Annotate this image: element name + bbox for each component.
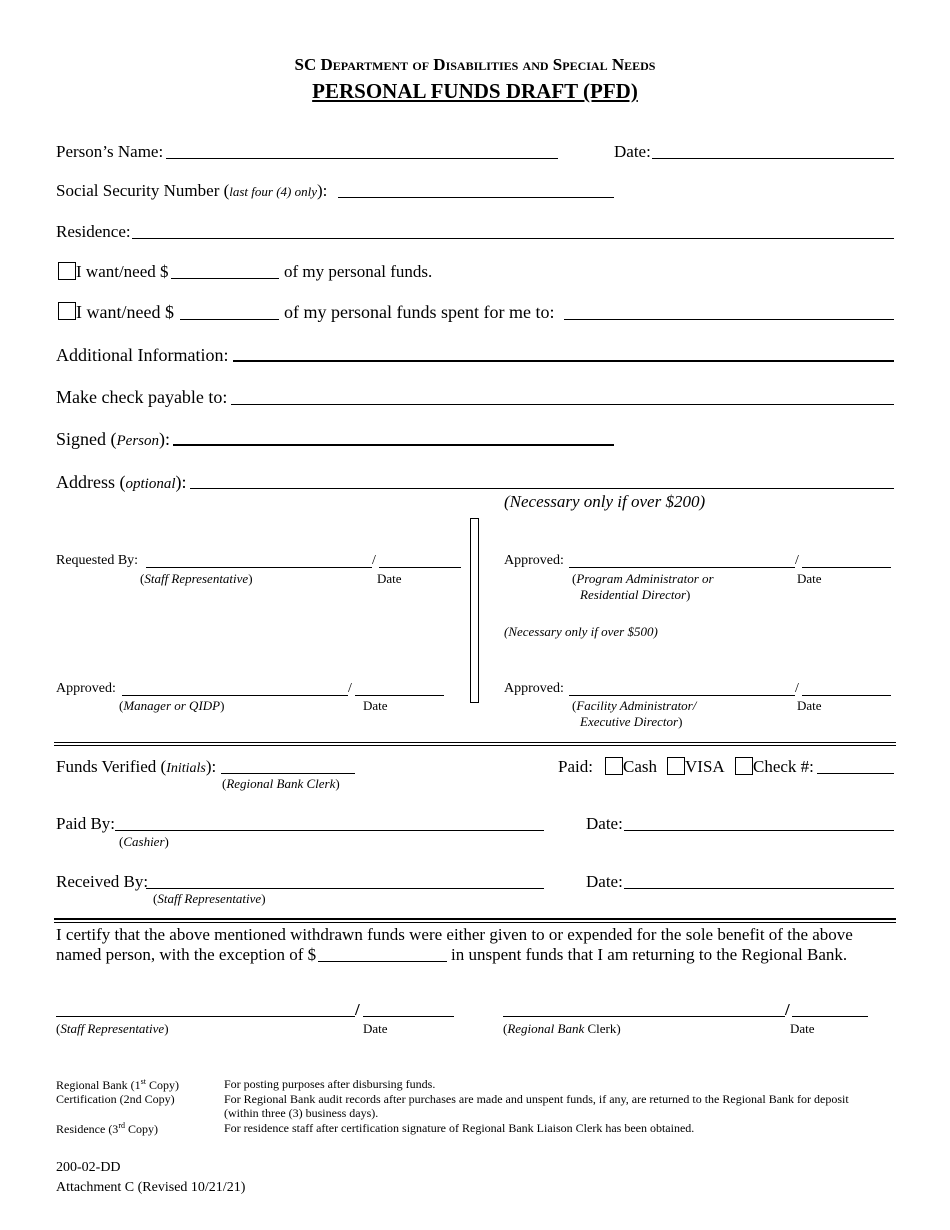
date-label: Date:: [614, 142, 651, 161]
want-funds-amount-field[interactable]: [171, 278, 279, 279]
double-rule: [54, 742, 896, 746]
bank-clerk-caption: (Regional Bank Clerk): [222, 776, 340, 791]
certify-staff-signature-field[interactable]: [56, 1016, 355, 1017]
persons-name-label: Person’s Name:: [56, 142, 164, 161]
section-divider-bracket: [470, 518, 479, 703]
slash: /: [795, 553, 799, 568]
copy-name: Regional Bank (1st Copy): [56, 1077, 179, 1092]
certify-staff-date-field[interactable]: [363, 1016, 454, 1017]
approved-program-date-field[interactable]: [802, 567, 891, 568]
approved-manager-field[interactable]: [122, 695, 348, 696]
slash: /: [785, 1000, 790, 1019]
persons-name-field[interactable]: [166, 158, 558, 159]
executive-director-caption: Executive Director): [580, 714, 683, 729]
approved-manager-date-field[interactable]: [355, 695, 444, 696]
certify-text-line2-end: in unspent funds that I am returning to the Regional Bank.: [451, 945, 848, 964]
approved-label: Approved:: [504, 681, 564, 696]
copy-description-cont: (within three (3) business days).: [224, 1106, 379, 1120]
bank-clerk-caption: (Regional Bank Clerk): [503, 1021, 621, 1036]
certify-text-line1: I certify that the above mentioned withdrawn funds were either given to or expended for the sole benefit of the above: [56, 925, 853, 944]
requested-by-field[interactable]: [146, 567, 372, 568]
want-spent-amount-field[interactable]: [180, 319, 279, 320]
staff-rep-caption: (Staff Representative): [140, 571, 253, 586]
signed-field[interactable]: [173, 444, 614, 446]
cash-checkbox[interactable]: [605, 757, 623, 775]
address-label: Address (optional):: [56, 472, 187, 492]
received-by-field[interactable]: [146, 888, 544, 889]
paid-by-date-field[interactable]: [624, 830, 894, 831]
date-caption: Date: [797, 698, 822, 713]
slash: /: [355, 1000, 360, 1019]
date-label: Date:: [586, 872, 623, 891]
staff-rep-caption: (Staff Representative): [56, 1021, 169, 1036]
want-spent-checkbox[interactable]: [58, 302, 76, 320]
funds-verified-label: Funds Verified (Initials):: [56, 757, 217, 776]
copy-name: Residence (3rd Copy): [56, 1121, 158, 1136]
double-rule: [54, 918, 896, 923]
over-200-note: (Necessary only if over $200): [504, 492, 706, 511]
residence-field[interactable]: [132, 238, 894, 239]
residential-director-caption: Residential Director): [580, 587, 691, 602]
copy-description: For posting purposes after disbursing funds.: [224, 1077, 436, 1091]
certify-clerk-date-field[interactable]: [792, 1016, 868, 1017]
want-spent-suffix: of my personal funds spent for me to:: [284, 302, 555, 322]
check-label: Check #:: [753, 757, 814, 776]
signed-label: Signed (Person):: [56, 429, 170, 449]
paid-label: Paid:: [558, 757, 593, 776]
facility-admin-caption: (Facility Administrator/: [572, 698, 697, 713]
paid-by-field[interactable]: [115, 830, 544, 831]
visa-checkbox[interactable]: [667, 757, 685, 775]
attachment-revision: Attachment C (Revised 10/21/21): [56, 1180, 246, 1195]
approved-program-field[interactable]: [569, 567, 795, 568]
date-label: Date:: [586, 814, 623, 833]
cashier-caption: (Cashier): [119, 834, 169, 849]
certify-clerk-signature-field[interactable]: [503, 1016, 785, 1017]
ssn-field[interactable]: [338, 197, 614, 198]
residence-label: Residence:: [56, 222, 131, 241]
date-caption: Date: [790, 1021, 815, 1036]
funds-verified-field[interactable]: [221, 773, 355, 774]
approved-facility-date-field[interactable]: [802, 695, 891, 696]
manager-caption: (Manager or QIDP): [119, 698, 225, 713]
copy-description: For residence staff after certification signature of Regional Bank Liaison Clerk has been obtained.: [224, 1121, 695, 1135]
agency-name: SC Department of Disabilities and Special Needs: [294, 55, 656, 74]
slash: /: [348, 681, 352, 696]
form-number: 200-02-DD: [56, 1160, 121, 1175]
additional-info-label: Additional Information:: [56, 345, 229, 365]
requested-by-label: Requested By:: [56, 553, 139, 568]
date-caption: Date: [363, 698, 388, 713]
visa-label: VISA: [685, 757, 725, 776]
want-funds-label: I want/need $: [76, 262, 169, 281]
unspent-amount-field[interactable]: [318, 961, 447, 962]
date-caption: Date: [797, 571, 822, 586]
check-checkbox[interactable]: [735, 757, 753, 775]
requested-by-date-field[interactable]: [379, 567, 461, 568]
want-spent-purpose-field[interactable]: [564, 319, 894, 320]
paid-by-label: Paid By:: [56, 814, 116, 833]
over-500-note: (Necessary only if over $500): [504, 624, 658, 639]
received-by-date-field[interactable]: [624, 888, 894, 889]
slash: /: [372, 553, 376, 568]
payable-label: Make check payable to:: [56, 387, 228, 407]
want-spent-label: I want/need $: [76, 302, 174, 322]
approved-facility-field[interactable]: [569, 695, 795, 696]
want-funds-suffix: of my personal funds.: [284, 262, 433, 281]
received-by-label: Received By:: [56, 872, 149, 891]
ssn-label: Social Security Number (last four (4) only):: [56, 181, 328, 200]
approved-label: Approved:: [504, 553, 564, 568]
address-field[interactable]: [190, 488, 894, 489]
date-caption: Date: [377, 571, 402, 586]
additional-info-field[interactable]: [233, 360, 894, 362]
staff-rep-caption: (Staff Representative): [153, 891, 266, 906]
check-number-field[interactable]: [817, 773, 894, 774]
cash-label: Cash: [623, 757, 657, 776]
copy-name: Certification (2nd Copy): [56, 1092, 175, 1106]
form-title: PERSONAL FUNDS DRAFT (PFD): [312, 79, 638, 103]
copy-description: For Regional Bank audit records after purchases are made and unspent funds, if any, are returned to the Regional Bank for deposit: [224, 1092, 849, 1106]
date-field[interactable]: [652, 158, 894, 159]
slash: /: [795, 681, 799, 696]
certify-text-line2-start: named person, with the exception of $: [56, 945, 317, 964]
want-funds-checkbox[interactable]: [58, 262, 76, 280]
approved-label: Approved:: [56, 681, 116, 696]
program-admin-caption: (Program Administrator or: [572, 571, 714, 586]
payable-field[interactable]: [231, 404, 894, 405]
date-caption: Date: [363, 1021, 388, 1036]
